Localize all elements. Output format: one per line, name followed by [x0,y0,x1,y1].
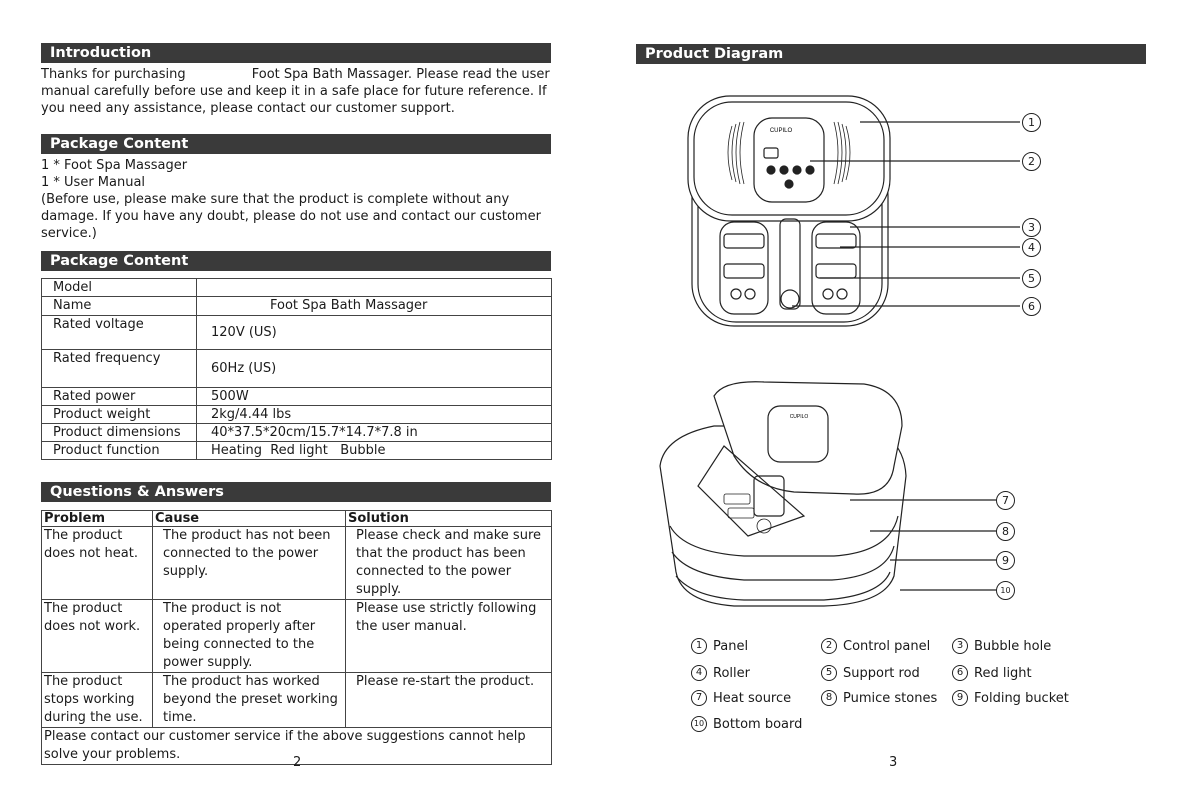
legend-label: Heat source [713,690,792,706]
intro-line: you need any assistance, please contact our customer support. [41,101,455,116]
legend-item [691,716,802,732]
callout-8: 8 [996,522,1015,541]
legend-item [821,690,937,706]
legend-number: 5 [821,665,837,681]
spec-value: Foot Spa Bath Massager [197,297,552,316]
qa-cause: The product is not operated properly after being connected to the power supply. [153,600,346,673]
legend-label: Control panel [843,638,931,654]
qa-header-solution: Solution [346,511,552,527]
spec-label: Rated voltage [42,316,197,350]
callout-2: 2 [1022,152,1041,171]
package-line: 1 * Foot Spa Massager [41,158,188,173]
qa-problem: The product does not heat. [42,527,153,600]
qa-cause: The product has worked beyond the preset working time. [153,673,346,728]
callout-5: 5 [1022,269,1041,288]
specs-heading: Package Content [41,251,551,271]
spec-label: Product weight [42,406,197,424]
qa-heading: Questions & Answers [41,482,551,502]
table-row [42,316,552,350]
callout-9: 9 [996,551,1015,570]
qa-header-problem: Problem [42,511,153,527]
spec-label: Product dimensions [42,424,197,442]
legend-number: 8 [821,690,837,706]
spec-label: Rated frequency [42,350,197,388]
diagram-heading: Product Diagram [636,44,1146,64]
legend-item [821,665,920,681]
legend-label: Pumice stones [843,690,938,706]
table-row [42,673,552,728]
legend-number: 2 [821,638,837,654]
spec-value [197,279,552,297]
qa-header-cause: Cause [153,511,346,527]
spec-value: 40*37.5*20cm/15.7*14.7*7.8 in [197,424,552,442]
spec-value: 120V (US) [197,316,552,350]
legend-item [691,665,750,681]
table-row [42,297,552,316]
qa-cause: The product has not been connected to the power supply. [153,527,346,600]
table-row [42,350,552,388]
legend-label: Panel [713,638,749,654]
legend-label: Bottom board [713,716,803,732]
callout-lines-top [780,110,1020,320]
legend-label: Support rod [843,665,920,681]
spec-label: Name [42,297,197,316]
legend-label: Bubble hole [974,638,1052,654]
legend-number: 3 [952,638,968,654]
qa-footer: Please contact our customer service if the above suggestions cannot help solve your problems. [42,728,552,765]
callout-7: 7 [996,491,1015,510]
legend-item [952,665,1032,681]
callout-10: 10 [996,581,1015,600]
legend-number: 4 [691,665,707,681]
package-line: service.) [41,226,97,241]
legend-item [691,638,748,654]
spec-value: 2kg/4.44 lbs [197,406,552,424]
legend-item [821,638,930,654]
legend-number: 6 [952,665,968,681]
table-row [42,527,552,600]
callout-1: 1 [1022,113,1041,132]
intro-text [41,66,550,117]
legend-number: 9 [952,690,968,706]
package-line: damage. If you have any doubt, please do not use and contact our customer [41,209,541,224]
package-heading: Package Content [41,134,551,154]
legend-label: Roller [713,665,750,681]
callout-lines-bottom [830,480,1000,600]
specs-table [41,278,552,460]
legend-label: Folding bucket [974,690,1069,706]
spec-value: 60Hz (US) [197,350,552,388]
spec-value: 500W [197,388,552,406]
callout-6: 6 [1022,297,1041,316]
legend-label: Red light [974,665,1032,681]
page-number-right: 3 [889,755,898,770]
qa-problem: The product does not work. [42,600,153,673]
spec-label: Rated power [42,388,197,406]
brand-logo-text: CUPILO [769,128,793,134]
qa-table [41,510,552,765]
package-line: (Before use, please make sure that the product is complete without any [41,192,510,207]
qa-problem: The product stops working during the use. [42,673,153,728]
table-row [42,600,552,673]
package-text [41,157,541,242]
legend-item [952,690,1069,706]
intro-line: Thanks for purchasing Foot Spa Bath Massager. Please read the user [41,67,550,82]
table-row [42,442,552,460]
brand-logo-text-2: CUPILO [789,414,809,420]
spec-label: Product function [42,442,197,460]
callout-4: 4 [1022,238,1041,257]
table-row [42,406,552,424]
legend-number: 7 [691,690,707,706]
table-row [42,388,552,406]
intro-heading: Introduction [41,43,551,63]
legend-number: 10 [691,716,707,732]
table-row [42,511,552,527]
qa-solution: Please use strictly following the user manual. [346,600,552,673]
legend-number: 1 [691,638,707,654]
legend-item [691,690,791,706]
spec-label: Model [42,279,197,297]
callout-3: 3 [1022,218,1041,237]
page-number-left: 2 [293,755,302,770]
qa-solution: Please re-start the product. [346,673,552,728]
table-row [42,424,552,442]
spec-value: Heating Red light Bubble [197,442,552,460]
table-row [42,279,552,297]
qa-solution: Please check and make sure that the product has been connected to the power supply. [346,527,552,600]
package-line: 1 * User Manual [41,175,146,190]
intro-line: manual carefully before use and keep it in a safe place for future reference. If [41,84,547,99]
legend-item [952,638,1051,654]
